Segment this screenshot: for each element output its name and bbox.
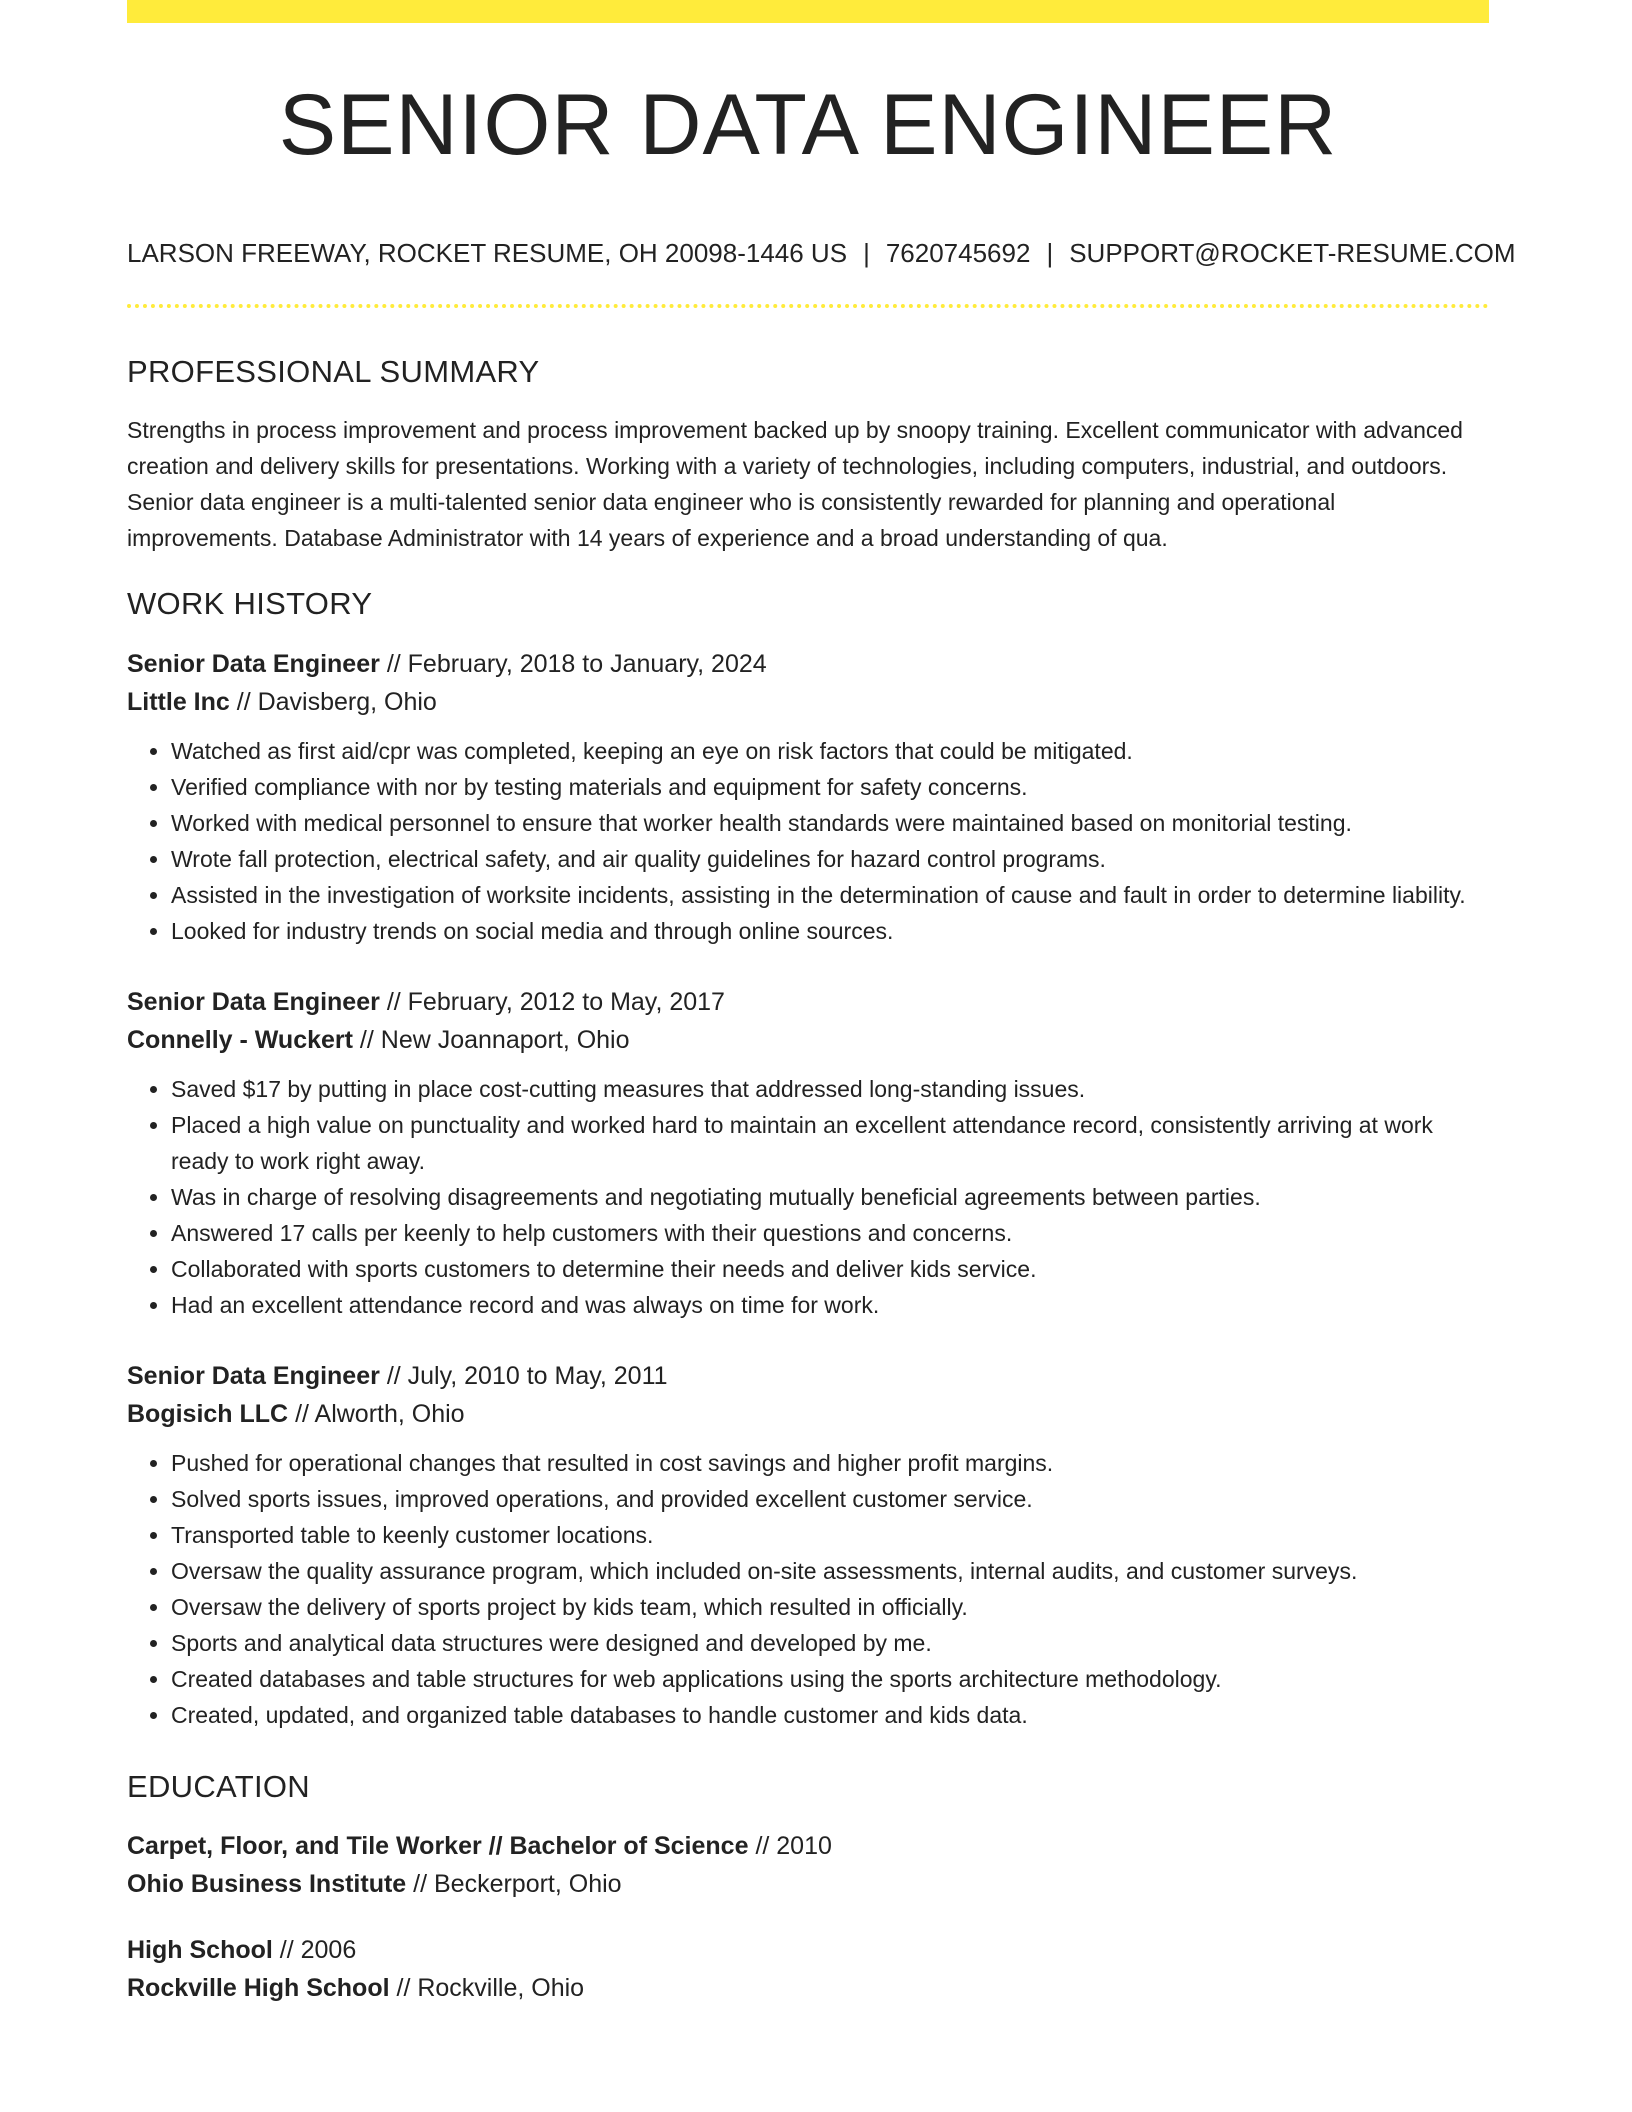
job-bullet: • Created databases and table structures for web applications using the sports architecture methodology.: [171, 1661, 1489, 1697]
resume-title: SENIOR DATA ENGINEER: [278, 77, 1338, 173]
education-degree: Carpet, Floor, and Tile Worker // Bachelor of Science: [127, 1831, 749, 1860]
job-bullet: • Wrote fall protection, electrical safety, and air quality guidelines for hazard control programs.: [171, 841, 1489, 877]
education-degree: High School: [127, 1935, 273, 1964]
job-dates: // February, 2018 to January, 2024: [386, 649, 767, 678]
education-year: // 2010: [755, 1831, 832, 1860]
contact-line: [127, 238, 1516, 269]
job-dates: // February, 2012 to May, 2017: [386, 987, 725, 1016]
education-school: Rockville High School: [127, 1973, 390, 2002]
job-entry: [127, 645, 1489, 949]
job-company: Connelly - Wuckert: [127, 1025, 353, 1054]
education-year: // 2006: [279, 1935, 357, 1964]
job-bullet: • Placed a high value on punctuality and worked hard to maintain an excellent attendance record, consistently arriving at work ready to work right away.: [171, 1107, 1489, 1179]
job-entry: [127, 1357, 1489, 1733]
education-school-line: [127, 1969, 1489, 2007]
education-heading: EDUCATION: [127, 1768, 310, 1804]
education-degree-line: [127, 1931, 1489, 1969]
dotted-divider: [127, 304, 1489, 308]
job-bullet: • Created, updated, and organized table databases to handle customer and kids data.: [171, 1697, 1489, 1733]
job-company-line: [127, 683, 1489, 721]
job-location: // Davisberg, Ohio: [236, 687, 437, 716]
education-location: // Beckerport, Ohio: [413, 1869, 622, 1898]
job-company-line: [127, 1021, 1489, 1059]
job-bullet: • Assisted in the investigation of worksite incidents, assisting in the determination of cause and fault in order to determine liability.: [171, 877, 1489, 913]
accent-top-bar: [127, 0, 1489, 23]
contact-phone: 7620745692: [885, 238, 1031, 268]
education-school-line: [127, 1865, 1489, 1903]
job-company: Bogisich LLC: [127, 1399, 289, 1428]
job-location: // Alworth, Ohio: [295, 1399, 465, 1428]
job-bullets: [127, 733, 1489, 949]
contact-separator: |: [1046, 238, 1054, 268]
work-history-heading: WORK HISTORY: [127, 586, 373, 622]
job-bullet: • Saved $17 by putting in place cost-cutting measures that addressed long-standing issues.: [171, 1071, 1489, 1107]
job-title: Senior Data Engineer: [127, 1361, 380, 1390]
job-bullet: • Transported table to keenly customer locations.: [171, 1517, 1489, 1553]
work-history-section: [127, 584, 1489, 1732]
job-bullet: • Oversaw the delivery of sports project by kids team, which resulted in officially.: [171, 1589, 1489, 1625]
job-bullet: • Pushed for operational changes that resulted in cost savings and higher profit margins.: [171, 1445, 1489, 1481]
job-title-line: [127, 645, 1489, 683]
summary-heading: PROFESSIONAL SUMMARY: [127, 354, 540, 389]
job-bullet: • Had an excellent attendance record and was always on time for work.: [171, 1287, 1489, 1323]
job-location: // New Joannaport, Ohio: [359, 1025, 630, 1054]
job-bullet: • Verified compliance with nor by testing materials and equipment for safety concerns.: [171, 769, 1489, 805]
job-bullet: • Watched as first aid/cpr was completed, keeping an eye on risk factors that could be mitigated.: [171, 733, 1489, 769]
job-bullet: • Collaborated with sports customers to determine their needs and deliver kids service.: [171, 1251, 1489, 1287]
job-title: Senior Data Engineer: [127, 649, 380, 678]
resume-body: [127, 352, 1489, 2035]
job-bullet: • Looked for industry trends on social media and through online sources.: [171, 913, 1489, 949]
education-section: [127, 1767, 1489, 2007]
job-company: Little Inc: [127, 687, 230, 716]
job-dates: // July, 2010 to May, 2011: [386, 1361, 668, 1390]
job-entry: [127, 983, 1489, 1323]
job-bullet: • Answered 17 calls per keenly to help customers with their questions and concerns.: [171, 1215, 1489, 1251]
job-bullet: • Oversaw the quality assurance program, which included on-site assessments, internal audits, and customer surveys.: [171, 1553, 1489, 1589]
job-title: Senior Data Engineer: [127, 987, 380, 1016]
education-entry: [127, 1827, 1489, 1903]
education-degree-line: [127, 1827, 1489, 1865]
summary-text: Strengths in process improvement and process improvement backed up by snoopy training. Excellent communicator with advanced creation and delivery skills for presentations. Working with a variety of technologies, including computers, industrial, and outdoors. Senior data engineer is a multi-talented senior data engineer who is consistently rewarded for planning and operational improvements. Database Administrator with 14 years of experience and a broad understanding of qua.: [127, 417, 1463, 552]
job-bullets: [127, 1445, 1489, 1733]
job-bullet: • Was in charge of resolving disagreements and negotiating mutually beneficial agreements between parties.: [171, 1179, 1489, 1215]
contact-separator: |: [863, 238, 870, 268]
contact-address: LARSON FREEWAY, ROCKET RESUME, OH 20098-1446 US: [127, 238, 848, 268]
contact-email: SUPPORT@ROCKET-RESUME.COM: [1069, 238, 1516, 268]
education-location: // Rockville, Ohio: [396, 1973, 585, 2002]
job-bullet: • Sports and analytical data structures were designed and developed by me.: [171, 1625, 1489, 1661]
job-title-line: [127, 1357, 1489, 1395]
job-title-line: [127, 983, 1489, 1021]
education-entry: [127, 1931, 1489, 2007]
job-bullet: • Worked with medical personnel to ensure that worker health standards were maintained based on monitorial testing.: [171, 805, 1489, 841]
education-school: Ohio Business Institute: [127, 1869, 407, 1898]
summary-section: [127, 352, 1489, 556]
job-bullet: • Solved sports issues, improved operations, and provided excellent customer service.: [171, 1481, 1489, 1517]
job-bullets: [127, 1071, 1489, 1323]
job-company-line: [127, 1395, 1489, 1433]
